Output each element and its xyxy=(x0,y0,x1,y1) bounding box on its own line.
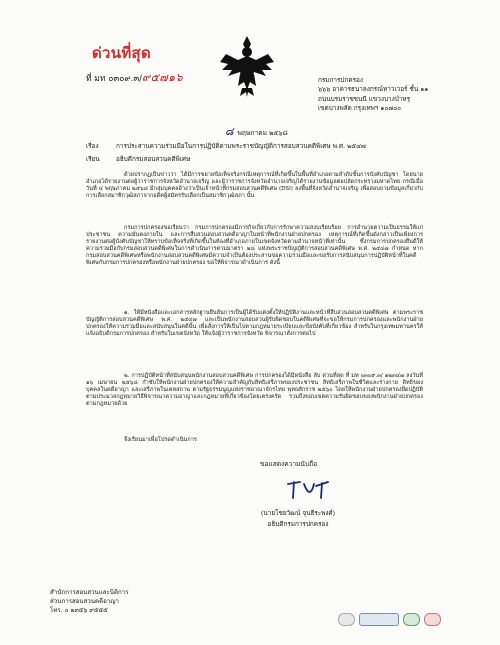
body-paragraph-2: กรมการปกครองขอเรียนว่า กรมการปกครองมีภารกิจเกี่ยวกับการรักษาความสงบเรียบร้อย การอำนวยความเป็นธรรมให้แก่ประชาชน ความมั่นคงภายใน และการสืบสวนสอบสวนคดีอาญาในหน้าที่พนักงานฝ่ายปกครอง เหตุการณ์ที่เกิดขึ้นดังกล่าวเป็นเพียงการรายงานต่อผู้บังคับบัญชาให้ทราบข้อเท็จจริงที่เกิดขึ้นในท้องที่อำเภอภายในเขตจังหวัดตามอำนาจหน้าที่เท่านั้น ซึ่งกรมการปกครองยืนดีให้ความร่วมมือกับกรมสอบสวนคดีพิเศษในการดำเนินการตามมาตรา ๒๘ แห่งพระราชบัญญัติการสอบสวนคดีพิเศษ พ.ศ. ๒๕๔๗ กำหนด หากกรมสอบสวนคดีพิเศษหรือพนักงานสอบสวนคดีพิเศษมีความจำเป็นต้องประสานขอความร่วมมือและขอรับการสนับสนุนการปฏิบัติหน้าที่ในคดีพิเศษกับกรมการปกครองหรือพนักงานฝ่ายปกครอง ขอให้พิจารณาดำเนินการ ดังนี้ xyxy=(86,225,423,267)
document-number xyxy=(86,73,183,84)
date-day-handwritten: ๘ xyxy=(225,125,234,138)
body-paragraph-4: ๒. การปฏิบัติหน้าที่สนับสนุนพนักงานสอบสวนคดีพิเศษ การปกครองได้มีหนังสือ ลับ ด่วนที่สุด ที่ มท ๐๓๐๙.๓/ ๑๒๓๔๗ ลงวันที่ ๑๖ เมษายน ๒๕๖๘ กำชับให้พนักงานฝ่ายปกครองให้ความสำคัญกับสิทธิเสรีภาพของประชาชน สิทธิเสรีภาพในชีวิตและร่างกาย สิทธิของบุคคลในคดีอาญา และเสรีภาพในเคหสถาน ตามรัฐธรรมนูญแห่งราชอาณาจักรไทย พุทธศักราช ๒๕๖๐ โดยให้พนักงานฝ่ายปกครองยึดปฏิบัติตามประมวลกฎหมายวิธีพิจารณาความอาญาและกฎหมายที่เกี่ยวข้องโดยเคร่งครัด รวมถึงขอบเขตความรับผิดชอบของพนักงานฝ่ายปกครองตามกฎหมายด้วย xyxy=(86,373,423,408)
garuda-emblem-icon xyxy=(218,34,276,98)
footer-office: สำนักการสอบสวนและนิติการ xyxy=(50,589,129,596)
sender-line: ๖๖๖ อาคารธนาลงกรณ์ทาวเวอร์ ชั้น ๑๑ xyxy=(318,85,429,94)
footer-division: ส่วนการสอบสวนคดีอาญา xyxy=(50,598,120,606)
footer-phone: โทร. ๐ ๒๓๕๖ ๙๕๕๕ xyxy=(50,607,108,615)
closing-salutation: ขอแสดงความนับถือ xyxy=(260,460,318,468)
body-paragraph-1: ด้วยปรากฏเป็นข่าวว่า ได้มีการขยายข้อเท็จจริงกรณีเหตุการณ์ที่เกิดขึ้นในพื้นที่อำเภอตามลำดับขั้นการบังคับบัญชา โดยนายอำเภอได้รายงานต่อผู้ว่าราชการจังหวัดอำนาจเจริญ และผู้ว่าราชการจังหวัดอำนาจเจริญได้รายงานข้อมูลต่อปลัดกระทรวงมหาดไทย กรณีเมื่อวันที่ ๔ พฤษภาคม ๒๕๖๘ มีกลุ่มบุคคลอ้างว่าเป็นเจ้าหน้าที่กรมสอบสวนคดีพิเศษ (DSI) ลงพื้นที่จังหวัดอำนาจเจริญ เพื่อสอบถามข้อมูลเกี่ยวกับการเลือกสมาชิกวุฒิสภาจากอดีตผู้สมัครรับเลือกเป็นสมาชิกวุฒิสภา นั้น xyxy=(86,172,423,200)
subject-text: การประสานความร่วมมือในการปฏิบัติตามพระราชบัญญัติการสอบสวนคดีพิเศษ พ.ศ. ๒๕๔๗ xyxy=(116,142,366,150)
document-number-handwritten: ๙๕๗๑๖ xyxy=(142,71,184,84)
document-number-prefix: ที่ มท ๐๓๐๙.๓/ xyxy=(86,74,143,84)
footer-contact xyxy=(50,588,129,616)
subject-line xyxy=(86,143,366,150)
date-text: พฤษภาคม ๒๕๖๘ xyxy=(237,129,288,137)
sender-line: ถนนบรมราชชนนี แขวงบางบำหรุ xyxy=(318,94,411,103)
signer-name: (นายโชยวัฒน์ จุนธีระพงศ์) xyxy=(260,509,336,517)
green-seal-icon xyxy=(403,613,420,626)
urgency-label: ด่วนที่สุด xyxy=(92,44,152,62)
campaign-banner-icon xyxy=(359,613,399,626)
recipient-line xyxy=(86,156,190,163)
letter-date xyxy=(225,125,288,138)
signer-title: อธิบดีกรมการปกครอง xyxy=(267,520,329,528)
subject-label: เรื่อง xyxy=(86,142,99,150)
footer-logos xyxy=(338,612,441,626)
agency-logo-icon xyxy=(338,613,355,626)
recipient-text: อธิบดีกรมสอบสวนคดีพิเศษ xyxy=(116,155,191,163)
body-paragraph-5: จึงเรียนมาเพื่อโปรดดำเนินการ xyxy=(124,437,197,443)
body-paragraph-3: ๑. ให้มีหนังสือและเอกสารหลักฐานยืนยันการเป็นผู้ได้รับแต่งตั้งให้ปฏิบัติงานและหน้าที่สืบสวนสอบสวนคดีพิเศษ ตามพระราชบัญญัติการสอบสวนคดีพิเศษ พ.ศ. ๒๕๔๗ และเป็นพนักงานสอบสวนผู้รับผิดชอบในคดีพิเศษที่จะขอให้กรมการปกครองและพนักงานฝ่ายปกครองให้ความร่วมมือและสนับสนุนในคดีนั้น เพื่อสั่งการให้เป็นไปตามกฎหมายระเบียบและข้อบังคับที่เกี่ยวข้อง สำหรับในกรุงเทพมหานครให้แจ้งอธิบดีกรมการปกครอง สำหรับในเขตจังหวัด ให้แจ้งผู้ว่าราชการจังหวัด พิจารณาสั่งการต่อไป xyxy=(86,310,423,338)
sender-line: เขตบางพลัด กรุงเทพฯ ๑๐๗๐๐ xyxy=(318,104,401,113)
recipient-label: เรียน xyxy=(86,155,100,163)
sender-address xyxy=(318,76,478,114)
sender-line: กรมการปกครอง xyxy=(318,76,363,84)
signature-icon xyxy=(284,476,332,502)
red-seal-icon xyxy=(424,613,441,626)
